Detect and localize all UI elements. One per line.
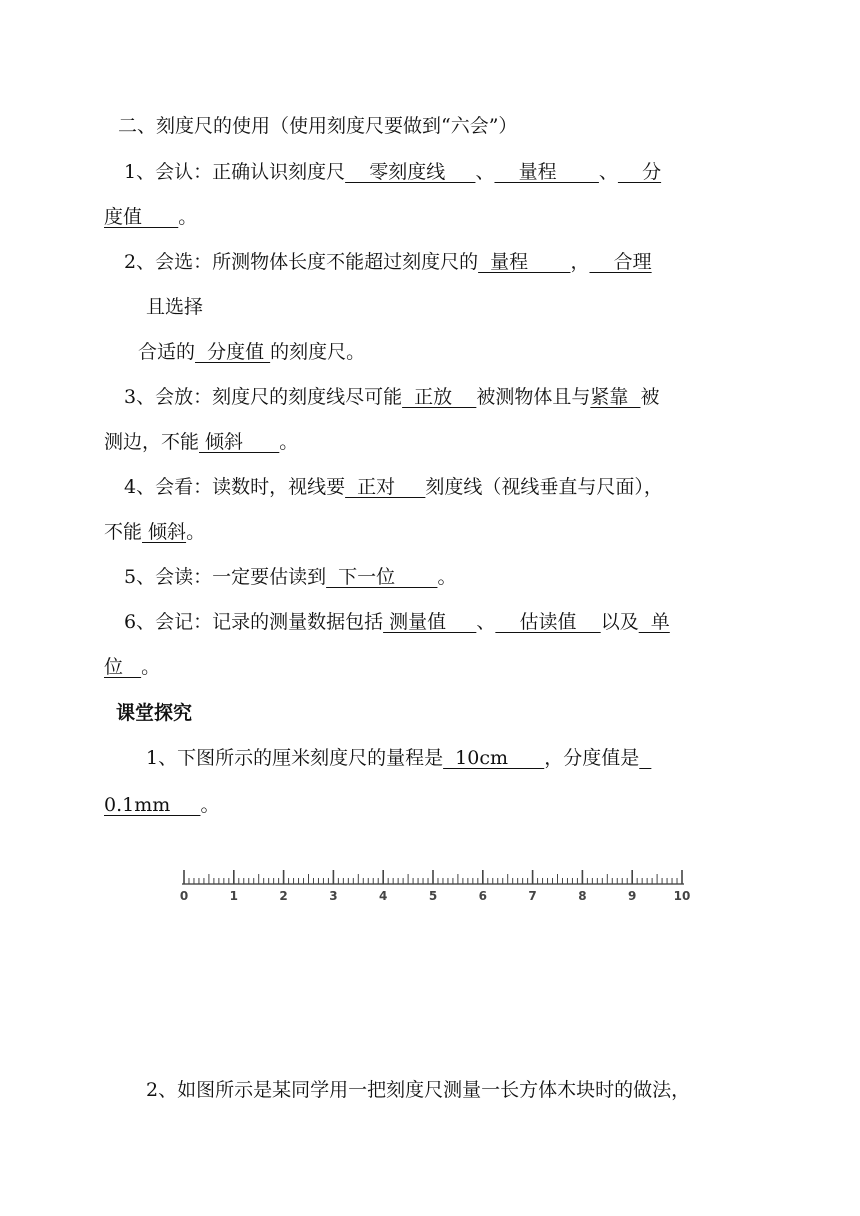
item-2-blank-1: 量程 <box>478 251 571 273</box>
item-1-sep-1: 、 <box>475 161 495 183</box>
question-1-prefix: 1、下图所示的厘米刻度尺的量程是 <box>146 747 444 769</box>
item-3-end: 。 <box>279 431 299 453</box>
item-6-blank-3-cont: 位 <box>104 656 142 678</box>
ruler-label: 1 <box>229 889 238 903</box>
item-3-blank-1: 正放 <box>402 386 477 408</box>
item-2-sep: ， <box>570 251 590 273</box>
ruler-label: 10 <box>673 889 691 903</box>
item-4-line-2 <box>104 519 205 545</box>
question-1-blank-2-cont: 0.1mm <box>104 794 201 816</box>
item-5-line <box>124 564 456 590</box>
item-6-mid: 以及 <box>600 611 639 633</box>
item-5-prefix: 5、会读：一定要估读到 <box>124 566 327 588</box>
item-4-blank-2: 倾斜 <box>142 521 187 543</box>
item-1-line-2 <box>104 204 197 230</box>
item-6-line-2 <box>104 654 160 680</box>
ruler-label: 6 <box>478 889 487 903</box>
item-4-prefix: 4、会看：读数时，视线要 <box>124 476 346 498</box>
item-5-blank-1: 下一位 <box>326 566 438 588</box>
ruler-label: 5 <box>428 889 438 903</box>
question-1-line-2 <box>104 792 219 818</box>
item-3-blank-2: 紧靠 <box>590 386 641 408</box>
question-1-blank-1: 10cm <box>443 747 545 769</box>
ruler-body <box>176 866 696 910</box>
item-4-end: 。 <box>186 521 206 543</box>
item-2-blank-3: 分度值 <box>195 341 271 363</box>
item-1-end: 。 <box>178 206 198 228</box>
item-2-line-1 <box>124 249 652 275</box>
question-1-line-1 <box>146 745 651 771</box>
item-2-line-3-suffix: 的刻度尺。 <box>270 341 366 363</box>
ruler-figure <box>176 864 696 912</box>
ruler-label: 7 <box>528 889 537 903</box>
item-2-blank-2: 合理 <box>589 251 652 273</box>
item-2-prefix: 2、会选：所测物体长度不能超过刻度尺的 <box>124 251 479 273</box>
question-1-blank-2 <box>639 747 651 769</box>
explore-heading: 课堂探究 <box>116 702 193 724</box>
item-4-suffix: 刻度线（视线垂直与尺面）， <box>425 476 663 498</box>
item-6-line-1 <box>124 609 670 635</box>
item-2-line-2: 且选择 <box>146 296 204 318</box>
ruler-label: 4 <box>379 889 388 903</box>
item-3-line-2-prefix: 测边，不能 <box>104 431 200 453</box>
question-1-end: 。 <box>200 794 220 816</box>
item-3-line-1 <box>124 384 659 410</box>
item-1-line-1 <box>124 159 661 185</box>
item-4-line-1 <box>124 474 663 500</box>
item-1-prefix: 1、会认：正确认识刻度尺 <box>124 161 346 183</box>
ruler-label: 9 <box>628 889 637 903</box>
item-6-blank-1: 测量值 <box>383 611 477 633</box>
item-6-end: 。 <box>141 656 161 678</box>
ruler-label: 2 <box>279 889 288 903</box>
item-6-blank-3: 单 <box>638 611 670 633</box>
ruler-label: 8 <box>578 889 587 903</box>
item-3-line-2 <box>104 429 298 455</box>
item-4-blank-1: 正对 <box>345 476 426 498</box>
question-2-text: 2、如图所示是某同学用一把刻度尺测量一长方体木块时的做法， <box>146 1079 691 1101</box>
item-3-prefix: 3、会放：刻度尺的刻度线尽可能 <box>124 386 403 408</box>
item-6-prefix: 6、会记：记录的测量数据包括 <box>124 611 384 633</box>
item-1-blank-1: 零刻度线 <box>345 161 476 183</box>
item-3-mid: 被测物体且与 <box>476 386 591 408</box>
item-3-blank-3: 倾斜 <box>199 431 280 453</box>
item-1-blank-3-cont: 度值 <box>104 206 179 228</box>
item-2-line-3 <box>138 339 365 365</box>
item-6-sep: 、 <box>476 611 496 633</box>
item-5-end: 。 <box>437 566 457 588</box>
ruler-label: 0 <box>179 889 189 903</box>
item-1-blank-3: 分 <box>617 161 662 183</box>
item-1-blank-2: 量程 <box>494 161 599 183</box>
item-3-suffix: 被 <box>640 386 660 408</box>
section-heading: 二、刻度尺的使用（使用刻度尺要做到“六会”） <box>118 115 518 137</box>
item-4-line-2-prefix: 不能 <box>104 521 143 543</box>
item-2-line-3-prefix: 合适的 <box>138 341 196 363</box>
item-6-blank-2: 估读值 <box>495 611 601 633</box>
item-1-sep-2: 、 <box>598 161 618 183</box>
ruler-label: 3 <box>329 889 338 903</box>
question-1-mid: ，分度值是 <box>544 747 640 769</box>
